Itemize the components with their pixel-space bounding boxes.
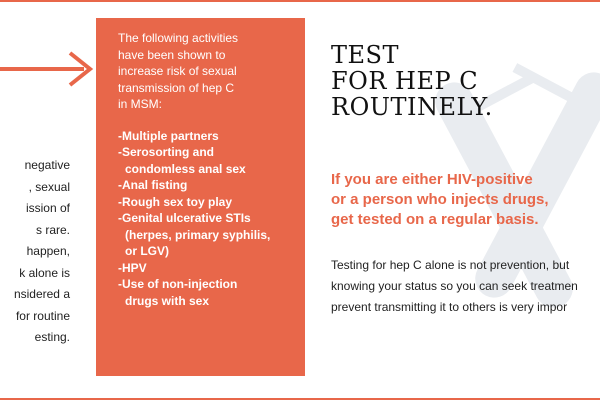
left-text-line: s rare. (35, 222, 70, 237)
intro-line: The following activities (118, 31, 239, 45)
list-item: -HPV (118, 260, 147, 275)
list-item: condomless anal sex (125, 161, 246, 176)
body-line: Testing for hep C alone is not prevention, but (331, 258, 570, 272)
activities-panel (96, 18, 305, 376)
body-paragraph (331, 255, 578, 318)
subhead-line: If you are either HIV-positive (331, 171, 533, 188)
list-item: or LGV) (125, 244, 169, 258)
list-item: drugs with sex (125, 293, 210, 308)
list-item: -Anal fisting (118, 178, 188, 192)
left-column (0, 0, 96, 400)
subheading (331, 170, 549, 230)
main-column (305, 0, 600, 400)
left-text-line: happen, (26, 244, 70, 258)
headline-line: TEST (331, 41, 399, 69)
list-item: (herpes, primary syphilis, (125, 227, 271, 242)
body-line: prevent transmitting it to others is very impor (331, 300, 568, 314)
activities-intro (118, 30, 295, 113)
intro-line: in MSM: (118, 97, 163, 111)
list-item: -Serosorting and (118, 145, 215, 159)
left-text-line: nsidered a (13, 287, 70, 301)
left-text-line: esting. (34, 330, 70, 344)
list-item: -Rough sex toy play (118, 194, 233, 209)
left-text-line: negative (24, 158, 70, 172)
subhead-line: or a person who injects drugs, (331, 191, 549, 208)
arrow-right-icon (0, 48, 96, 90)
left-text-line: ission of (25, 201, 70, 215)
left-text-line: , sexual (28, 179, 70, 194)
subhead-line: get tested on a regular basis. (331, 211, 539, 228)
list-item: -Use of non-injection (118, 277, 238, 291)
intro-line: have been shown to (118, 47, 226, 62)
page-title (331, 42, 493, 120)
left-text-line: for routine (15, 308, 70, 323)
headline-line: FOR HEP C (331, 67, 479, 95)
left-text-line: k alone is (19, 265, 70, 280)
activities-list (118, 128, 295, 310)
body-line: knowing your status so you can seek treatmen (331, 279, 578, 293)
intro-line: transmission of hep C (118, 80, 235, 95)
list-item: -Genital ulcerative STIs (118, 211, 251, 225)
headline-line: ROUTINELY. (331, 93, 493, 121)
list-item: -Multiple partners (118, 128, 219, 143)
intro-line: increase risk of sexual (118, 64, 237, 78)
left-text (0, 155, 96, 349)
